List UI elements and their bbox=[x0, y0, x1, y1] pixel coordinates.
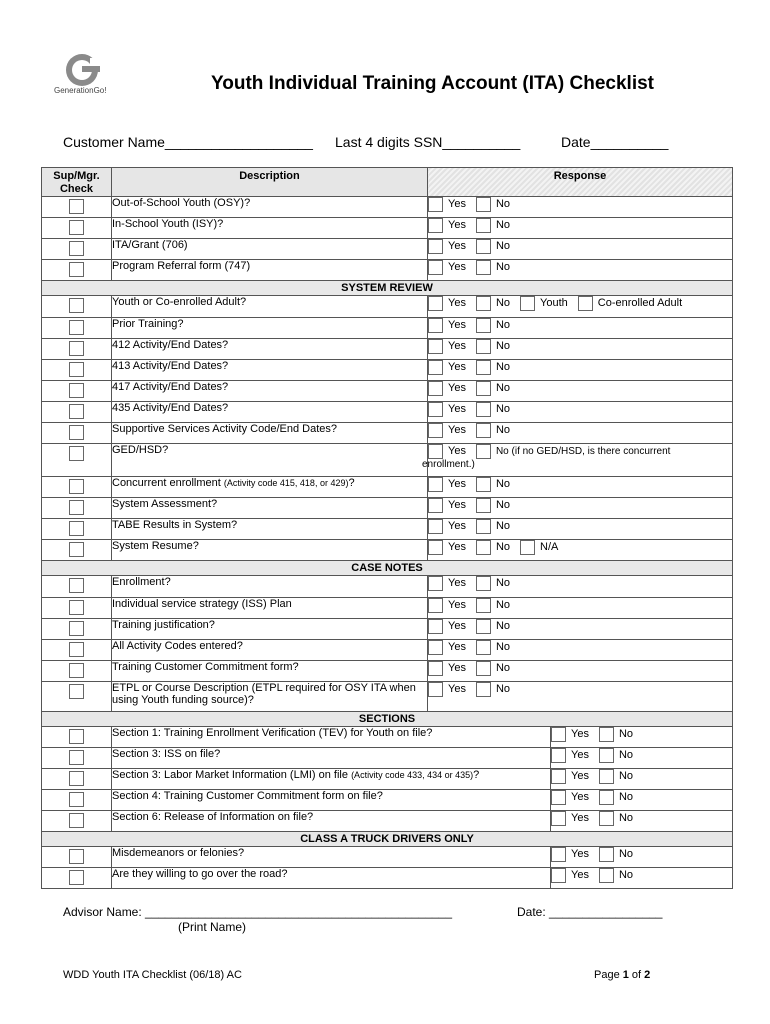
no-checkbox[interactable] bbox=[476, 339, 491, 354]
form-id: WDD Youth ITA Checklist (06/18) AC bbox=[63, 969, 242, 981]
yes-checkbox[interactable] bbox=[428, 260, 443, 275]
yes-checkbox[interactable] bbox=[428, 498, 443, 513]
sup-check-checkbox[interactable] bbox=[69, 199, 84, 214]
no-checkbox[interactable] bbox=[476, 619, 491, 634]
no-checkbox[interactable] bbox=[476, 598, 491, 613]
table-row bbox=[42, 769, 733, 790]
no-label: No bbox=[495, 198, 511, 210]
no-label: No bbox=[495, 683, 511, 695]
no-checkbox[interactable] bbox=[599, 847, 614, 862]
no-label: No bbox=[495, 662, 511, 674]
row-description: Prior Training? bbox=[112, 318, 428, 339]
no-label: No bbox=[495, 424, 511, 436]
yes-checkbox[interactable] bbox=[551, 811, 566, 826]
yes-checkbox[interactable] bbox=[428, 318, 443, 333]
lmi-label: Section 3: Labor Market Information (LMI) on file bbox=[112, 769, 352, 781]
row-description: System Resume? bbox=[112, 540, 428, 561]
no-label: No bbox=[618, 728, 634, 740]
sup-check-checkbox[interactable] bbox=[69, 663, 84, 678]
row-description: Program Referral form (747) bbox=[112, 260, 428, 281]
no-label: No bbox=[618, 869, 634, 881]
yes-checkbox[interactable] bbox=[428, 423, 443, 438]
row-description: ETPL or Course Description (ETPL required for OSY ITA when using Youth funding source)? bbox=[112, 682, 428, 712]
row-description: Training justification? bbox=[112, 619, 428, 640]
table-row bbox=[42, 519, 733, 540]
table-row bbox=[42, 619, 733, 640]
yes-label: Yes bbox=[448, 683, 466, 695]
yes-label: Yes bbox=[448, 403, 466, 415]
date-field[interactable]: Date__________ bbox=[561, 134, 669, 150]
concurrent-question-mark: ? bbox=[348, 477, 355, 489]
row-description: Training Customer Commitment form? bbox=[112, 661, 428, 682]
no-checkbox[interactable] bbox=[476, 576, 491, 591]
yes-checkbox[interactable] bbox=[428, 540, 443, 555]
sup-check-checkbox[interactable] bbox=[69, 383, 84, 398]
table-row bbox=[42, 402, 733, 423]
row-description: TABE Results in System? bbox=[112, 519, 428, 540]
table-row bbox=[42, 748, 733, 769]
sup-check-checkbox[interactable] bbox=[69, 479, 84, 494]
page-title: Youth Individual Training Account (ITA) Checklist bbox=[211, 73, 654, 94]
yes-label: Yes bbox=[448, 620, 466, 632]
sup-check-checkbox[interactable] bbox=[69, 813, 84, 828]
row-description: 435 Activity/End Dates? bbox=[112, 402, 428, 423]
sup-check-checkbox[interactable] bbox=[69, 521, 84, 536]
table-row bbox=[42, 197, 733, 218]
sup-check-checkbox[interactable] bbox=[69, 262, 84, 277]
yes-label: Yes bbox=[448, 499, 466, 511]
row-description: 417 Activity/End Dates? bbox=[112, 381, 428, 402]
no-checkbox[interactable] bbox=[476, 640, 491, 655]
section-system-review: SYSTEM REVIEW bbox=[42, 281, 733, 296]
table-row bbox=[42, 318, 733, 339]
no-checkbox[interactable] bbox=[599, 769, 614, 784]
sup-check-checkbox[interactable] bbox=[69, 220, 84, 235]
no-label: No bbox=[495, 319, 511, 331]
yes-label: Yes bbox=[448, 219, 466, 231]
yes-checkbox[interactable] bbox=[428, 218, 443, 233]
row-description: Out-of-School Youth (OSY)? bbox=[112, 197, 428, 218]
row-description: Section 1: Training Enrollment Verification (TEV) for Youth on file? bbox=[112, 727, 551, 748]
logo bbox=[50, 52, 130, 102]
row-description: In-School Youth (ISY)? bbox=[112, 218, 428, 239]
sup-check-checkbox[interactable] bbox=[69, 362, 84, 377]
row-description: GED/HSD? bbox=[112, 444, 428, 477]
page-total: 2 bbox=[644, 969, 651, 981]
no-label: No bbox=[495, 219, 511, 231]
sup-check-checkbox[interactable] bbox=[69, 771, 84, 786]
header-check: Sup/Mgr. Check bbox=[42, 168, 112, 197]
yes-checkbox[interactable] bbox=[428, 402, 443, 417]
row-description: 413 Activity/End Dates? bbox=[112, 360, 428, 381]
no-label: No bbox=[495, 541, 511, 553]
table-row bbox=[42, 790, 733, 811]
sup-check-checkbox[interactable] bbox=[69, 425, 84, 440]
yes-label: Yes bbox=[571, 770, 589, 782]
table-row bbox=[42, 868, 733, 889]
no-checkbox[interactable] bbox=[476, 402, 491, 417]
yes-label: Yes bbox=[448, 577, 466, 589]
row-description: Are they willing to go over the road? bbox=[112, 868, 551, 889]
sup-check-checkbox[interactable] bbox=[69, 446, 84, 461]
table-row bbox=[42, 296, 733, 318]
advisor-name-field[interactable]: Advisor Name: ______________________________________________ bbox=[63, 905, 453, 919]
header-response: Response bbox=[428, 168, 733, 197]
sup-check-checkbox[interactable] bbox=[69, 500, 84, 515]
section-case-notes: CASE NOTES bbox=[42, 561, 733, 576]
no-checkbox[interactable] bbox=[476, 477, 491, 492]
no-checkbox[interactable] bbox=[476, 444, 491, 459]
row-description: Misdemeanors or felonies? bbox=[112, 847, 551, 868]
youth-checkbox[interactable] bbox=[520, 296, 535, 311]
yes-label: Yes bbox=[448, 641, 466, 653]
footer-date-field[interactable]: Date: _________________ bbox=[517, 905, 663, 919]
row-description: 412 Activity/End Dates? bbox=[112, 339, 428, 360]
yes-label: Yes bbox=[448, 297, 466, 309]
no-gedhsd-label: No (if no GED/HSD, is there concurrent bbox=[495, 446, 671, 457]
no-checkbox[interactable] bbox=[599, 868, 614, 883]
customer-name-field[interactable]: Customer Name___________________ bbox=[63, 134, 313, 150]
yes-label: Yes bbox=[571, 728, 589, 740]
no-checkbox[interactable] bbox=[476, 423, 491, 438]
table-row bbox=[42, 661, 733, 682]
row-description: Section 6: Release of Information on file? bbox=[112, 811, 551, 832]
yes-label: Yes bbox=[571, 791, 589, 803]
yes-checkbox[interactable] bbox=[428, 197, 443, 212]
yes-checkbox[interactable] bbox=[428, 444, 443, 459]
na-checkbox[interactable] bbox=[520, 540, 535, 555]
sup-check-checkbox[interactable] bbox=[69, 642, 84, 657]
concurrent-activity-note: (Activity code 415, 418, or 429) bbox=[223, 478, 349, 488]
no-label: No bbox=[495, 577, 511, 589]
yes-checkbox[interactable] bbox=[428, 598, 443, 613]
no-checkbox[interactable] bbox=[599, 811, 614, 826]
row-description: Supportive Services Activity Code/End Dates? bbox=[112, 423, 428, 444]
section-sections: SECTIONS bbox=[42, 712, 733, 727]
yes-label: Yes bbox=[571, 749, 589, 761]
logo-text: GenerationGo! bbox=[54, 86, 107, 95]
row-description: All Activity Codes entered? bbox=[112, 640, 428, 661]
table-row bbox=[42, 444, 733, 477]
yes-label: Yes bbox=[448, 240, 466, 252]
no-label: No bbox=[495, 240, 511, 252]
no-checkbox[interactable] bbox=[476, 260, 491, 275]
yes-label: Yes bbox=[571, 848, 589, 860]
page-number bbox=[594, 969, 650, 981]
yes-label: Yes bbox=[448, 361, 466, 373]
yes-label: Yes bbox=[448, 261, 466, 273]
row-description bbox=[112, 477, 428, 498]
lmi-question-mark: ? bbox=[473, 769, 480, 781]
sup-check-checkbox[interactable] bbox=[69, 341, 84, 356]
yes-checkbox[interactable] bbox=[428, 682, 443, 697]
yes-label: Yes bbox=[448, 445, 466, 457]
no-checkbox[interactable] bbox=[476, 498, 491, 513]
row-description: Individual service strategy (ISS) Plan bbox=[112, 598, 428, 619]
row-description: Section 3: ISS on file? bbox=[112, 748, 551, 769]
yes-checkbox[interactable] bbox=[428, 360, 443, 375]
no-checkbox[interactable] bbox=[476, 197, 491, 212]
yes-label: Yes bbox=[571, 869, 589, 881]
section-class-a-truck: CLASS A TRUCK DRIVERS ONLY bbox=[42, 832, 733, 847]
row-description: System Assessment? bbox=[112, 498, 428, 519]
page-current: 1 bbox=[622, 969, 629, 981]
concurrent-label: Concurrent enrollment bbox=[112, 477, 224, 489]
checklist-table bbox=[41, 167, 733, 889]
yes-label: Yes bbox=[448, 662, 466, 674]
no-checkbox[interactable] bbox=[599, 748, 614, 763]
yes-checkbox[interactable] bbox=[428, 239, 443, 254]
no-checkbox[interactable] bbox=[476, 682, 491, 697]
yes-checkbox[interactable] bbox=[428, 576, 443, 591]
sup-check-checkbox[interactable] bbox=[69, 320, 84, 335]
yes-label: Yes bbox=[448, 382, 466, 394]
table-row bbox=[42, 847, 733, 868]
yes-checkbox[interactable] bbox=[551, 847, 566, 862]
table-row bbox=[42, 381, 733, 402]
yes-label: Yes bbox=[448, 520, 466, 532]
row-description bbox=[112, 769, 551, 790]
yes-checkbox[interactable] bbox=[428, 519, 443, 534]
no-checkbox[interactable] bbox=[476, 318, 491, 333]
no-label: No bbox=[495, 340, 511, 352]
sup-check-checkbox[interactable] bbox=[69, 600, 84, 615]
no-checkbox[interactable] bbox=[476, 296, 491, 311]
table-row bbox=[42, 423, 733, 444]
no-checkbox[interactable] bbox=[476, 218, 491, 233]
yes-checkbox[interactable] bbox=[551, 727, 566, 742]
yes-checkbox[interactable] bbox=[428, 619, 443, 634]
yes-label: Yes bbox=[448, 599, 466, 611]
no-label: No bbox=[495, 641, 511, 653]
yes-checkbox[interactable] bbox=[428, 640, 443, 655]
no-label: No bbox=[495, 382, 511, 394]
table-row bbox=[42, 811, 733, 832]
row-description: ITA/Grant (706) bbox=[112, 239, 428, 260]
sup-check-checkbox[interactable] bbox=[69, 849, 84, 864]
print-name-label: (Print Name) bbox=[178, 920, 247, 934]
sup-check-checkbox[interactable] bbox=[69, 578, 84, 593]
coenrolled-label: Co-enrolled Adult bbox=[597, 297, 683, 309]
yes-label: Yes bbox=[448, 541, 466, 553]
yes-checkbox[interactable] bbox=[551, 868, 566, 883]
table-row bbox=[42, 239, 733, 260]
table-row bbox=[42, 540, 733, 561]
no-checkbox[interactable] bbox=[476, 540, 491, 555]
no-checkbox[interactable] bbox=[476, 519, 491, 534]
yes-checkbox[interactable] bbox=[551, 769, 566, 784]
yes-checkbox[interactable] bbox=[428, 661, 443, 676]
no-label: No bbox=[618, 848, 634, 860]
coenrolled-checkbox[interactable] bbox=[578, 296, 593, 311]
no-label: No bbox=[495, 599, 511, 611]
yes-checkbox[interactable] bbox=[428, 381, 443, 396]
youth-label: Youth bbox=[540, 297, 568, 309]
yes-label: Yes bbox=[571, 812, 589, 824]
sup-check-checkbox[interactable] bbox=[69, 792, 84, 807]
table-row bbox=[42, 576, 733, 598]
sup-check-checkbox[interactable] bbox=[69, 542, 84, 557]
no-label: No bbox=[495, 499, 511, 511]
yes-label: Yes bbox=[448, 340, 466, 352]
row-description: Enrollment? bbox=[112, 576, 428, 598]
no-label: No bbox=[495, 478, 511, 490]
lmi-activity-note: (Activity code 433, 434 or 435) bbox=[351, 770, 474, 780]
na-label: N/A bbox=[540, 541, 559, 553]
yes-label: Yes bbox=[448, 424, 466, 436]
no-label: No bbox=[618, 791, 634, 803]
no-checkbox[interactable] bbox=[599, 790, 614, 805]
sup-check-checkbox[interactable] bbox=[69, 241, 84, 256]
yes-label: Yes bbox=[448, 478, 466, 490]
row-description: Section 4: Training Customer Commitment form on file? bbox=[112, 790, 551, 811]
table-row bbox=[42, 260, 733, 281]
no-checkbox[interactable] bbox=[599, 727, 614, 742]
ssn-field[interactable]: Last 4 digits SSN__________ bbox=[335, 134, 521, 150]
no-label: No bbox=[495, 620, 511, 632]
sup-check-checkbox[interactable] bbox=[69, 729, 84, 744]
yes-checkbox[interactable] bbox=[428, 296, 443, 311]
sup-check-checkbox[interactable] bbox=[69, 870, 84, 885]
yes-checkbox[interactable] bbox=[428, 477, 443, 492]
table-row bbox=[42, 339, 733, 360]
table-row bbox=[42, 640, 733, 661]
table-row bbox=[42, 682, 733, 712]
sup-check-checkbox[interactable] bbox=[69, 298, 84, 313]
sup-check-checkbox[interactable] bbox=[69, 621, 84, 636]
no-label: No bbox=[618, 749, 634, 761]
no-label: No bbox=[495, 403, 511, 415]
page-of: of bbox=[628, 969, 645, 981]
yes-label: Yes bbox=[448, 319, 466, 331]
no-label: No bbox=[495, 297, 511, 309]
table-row bbox=[42, 598, 733, 619]
table-row bbox=[42, 360, 733, 381]
no-label: No bbox=[618, 812, 634, 824]
header-description: Description bbox=[112, 168, 428, 197]
no-label: No bbox=[495, 520, 511, 532]
no-label: No bbox=[618, 770, 634, 782]
logo-mark-icon bbox=[64, 52, 100, 88]
row-description: Youth or Co-enrolled Adult? bbox=[112, 296, 428, 318]
no-checkbox[interactable] bbox=[476, 360, 491, 375]
yes-label: Yes bbox=[448, 198, 466, 210]
table-row bbox=[42, 218, 733, 239]
sup-check-checkbox[interactable] bbox=[69, 404, 84, 419]
page-prefix: Page bbox=[594, 969, 623, 981]
no-label: No bbox=[495, 361, 511, 373]
no-checkbox[interactable] bbox=[476, 661, 491, 676]
table-row bbox=[42, 498, 733, 519]
sup-check-checkbox[interactable] bbox=[69, 750, 84, 765]
yes-checkbox[interactable] bbox=[428, 339, 443, 354]
no-checkbox[interactable] bbox=[476, 239, 491, 254]
table-row bbox=[42, 727, 733, 748]
table-row bbox=[42, 477, 733, 498]
sup-check-checkbox[interactable] bbox=[69, 684, 84, 699]
yes-checkbox[interactable] bbox=[551, 790, 566, 805]
no-label: No bbox=[495, 261, 511, 273]
enrollment-continuation: enrollment.) bbox=[422, 459, 475, 471]
no-checkbox[interactable] bbox=[476, 381, 491, 396]
yes-checkbox[interactable] bbox=[551, 748, 566, 763]
